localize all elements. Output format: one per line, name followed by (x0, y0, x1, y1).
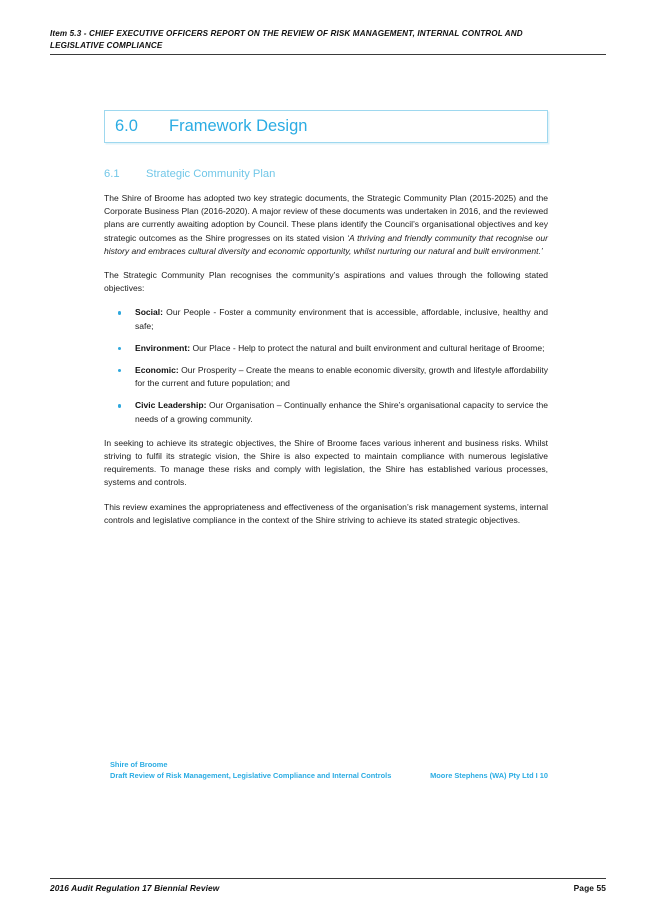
footer-row (50, 883, 606, 893)
subsection-heading (104, 168, 548, 180)
header-divider-rule (50, 54, 606, 55)
bullet-dot-icon (118, 369, 121, 372)
objective-text: Our People - Foster a community environment that is accessible, affordable, inclusive, healthy and safe; (135, 307, 548, 331)
vision-statement: ‘A thriving and friendly community that recognise our history and embraces cultural diversity and economic opportunity, whilst nurturing our natural and built environment.’ (104, 232, 548, 256)
list-item (104, 342, 548, 355)
footer-document-name: 2016 Audit Regulation 17 Biennial Review (50, 883, 220, 893)
subsection-title: Strategic Community Plan (146, 168, 276, 180)
objective-lead-label: Civic Leadership: (135, 400, 207, 411)
paragraph-risks: In seeking to achieve its strategic objectives, the Shire of Broome faces various inherent and business risks. Whilst striving to fulfil its strategic vision, the Shire is also expected to maintain compliance with numerous legislative requirements. To manage these risks and comply with legislation, the Shire has established various processes, systems and controls. (104, 437, 548, 488)
objective-lead-label: Environment: (135, 342, 191, 353)
section-title-box (104, 110, 548, 143)
page-content (104, 110, 548, 527)
bullet-dot-icon (118, 311, 121, 314)
list-item (104, 306, 548, 332)
list-item (104, 399, 548, 425)
subsection-number: 6.1 (104, 168, 120, 180)
objective-text: Our Place - Help to protect the natural and built environment and cultural heritage of Broome; (190, 342, 545, 353)
report-footer (110, 760, 548, 781)
report-footer-org: Shire of Broome (110, 760, 168, 769)
header-line-2: LEGISLATIVE COMPLIANCE (50, 40, 163, 50)
objective-lead-label: Social: (135, 307, 164, 318)
bullet-dot-icon (118, 404, 121, 407)
page-title: Framework Design (169, 117, 308, 135)
objective-text: Our Prosperity – Create the means to enable economic diversity, growth and lifestyle affordability for the current and future population; and (135, 365, 548, 389)
section-number: 6.0 (115, 117, 138, 135)
report-footer-left (110, 760, 391, 781)
page-footer (50, 878, 606, 893)
paragraph-objectives-intro: The Strategic Community Plan recognises the community’s aspirations and values through the following stated objectives: (104, 270, 548, 294)
objective-text: Our Organisation – Continually enhance the Shire’s organisational capacity to service the needs of a growing community. (135, 400, 548, 424)
bullet-dot-icon (118, 347, 121, 350)
paragraph-review-scope: This review examines the appropriateness and effectiveness of the organisation’s risk management systems, internal controls and legislative compliance in the context of the Shire striving to achieve its stated strategic objectives. (104, 501, 548, 525)
list-item (104, 364, 548, 390)
objectives-list (104, 306, 548, 425)
paragraph-1-text: The Shire of Broome has adopted two key strategic documents, the Strategic Community Plan (2015-2025) and the Corporate Business Plan (2016-2020). A major review of these documents was undertaken in 2016, and the reviewed plans are currently awaiting adoption by Council. These plans identify the Council’s organisational objectives and key strategic outcomes as the Shire progresses on its stated vision (104, 193, 548, 243)
paragraph-strategic-documents (104, 192, 548, 258)
document-running-header (50, 28, 606, 55)
report-footer-firm: Moore Stephens (WA) Pty Ltd I 10 (430, 770, 548, 780)
objective-lead-label: Economic: (135, 365, 179, 376)
header-line-1: Item 5.3 - CHIEF EXECUTIVE OFFICERS REPORT ON THE REVIEW OF RISK MANAGEMENT, INTERNAL CONTROL AND (50, 29, 523, 38)
footer-divider-rule (50, 878, 606, 879)
footer-page-number: Page 55 (573, 883, 606, 893)
report-footer-doc-title: Draft Review of Risk Management, Legislative Compliance and Internal Controls (110, 770, 392, 780)
